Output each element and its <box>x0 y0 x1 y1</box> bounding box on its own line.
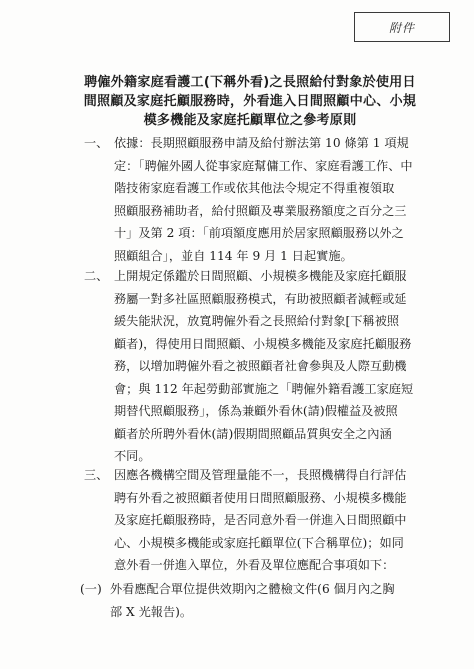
item-line: 因應各機構空間及管理量能不一，長照機構得自行評估 <box>114 468 407 482</box>
item-line: 聘有外看之被照顧者使用日間照顧服務、小規模多機能 <box>114 490 407 505</box>
title-line: 間照顧及家庭托顧服務時，外看進入日間照顧中心、小規 <box>83 94 417 109</box>
item-line: 十」及第 2 項：「前項額度應用於居家照顧服務以外之 <box>114 226 404 240</box>
attachment-stamp <box>354 12 450 42</box>
item-number: 三、 <box>84 468 109 482</box>
item-body <box>114 464 407 577</box>
item-line: 照顧組合」，並自 114 年 9 月 1 日起實施。 <box>114 248 353 263</box>
item-body <box>114 265 413 468</box>
item-line: 依據：長期照顧服務申請及給付辦法第 10 條第 1 項規 <box>114 136 409 150</box>
item-number: 一、 <box>84 136 109 150</box>
stamp-text: 附件 <box>388 20 415 35</box>
item-line: 不同。 <box>114 449 151 463</box>
item-line: 階技術家庭看護工作或依其他法令規定不得重複領取 <box>114 181 395 195</box>
document-title <box>70 73 430 130</box>
title-line: 模多機能及家庭托顧單位之參考原則 <box>143 113 357 128</box>
item-line: 心、小規模多機能或家庭托顧單位(下合稱單位)；如同 <box>114 535 404 550</box>
item-line: 緩失能狀況，放寬聘僱外看之長照給付對象[下稱被照 <box>114 314 400 328</box>
item-line: 定：「聘僱外國人從事家庭幫傭工作、家庭看護工作、中 <box>114 158 413 173</box>
item-line: 顧者於所聘外看休(請)假期間照顧品質與安全之內涵 <box>114 426 392 441</box>
subitem-line: 部 X 光報告)。 <box>110 604 193 619</box>
subitem-line: 外看應配合單位提供效期內之體檢文件(6 個月內之胸 <box>110 582 395 596</box>
item-body <box>114 132 413 267</box>
item-line: 及家庭托顧服務時，是否同意外看一併進入日間照顧中 <box>114 513 407 527</box>
title-line: 聘僱外籍家庭看護工(下稱外看)之長照給付對象於使用日 <box>84 75 416 90</box>
item-number: 二、 <box>84 269 109 283</box>
item-line: 務，以增加聘僱外看之被照顧者社會參與及人際互動機 <box>114 359 407 373</box>
item-line: 照顧服務補助者，給付照顧及專業服務額度之百分之三 <box>114 203 407 218</box>
item-line: 會；與 112 年起勞動部實施之「聘僱外籍看護工家庭短 <box>114 381 414 396</box>
item-line: 期替代照顧服務」，係為兼顧外看休(請)假權益及被照 <box>114 404 398 418</box>
item-line: 顧者)，得使用日間照顧、小規模多機能及家庭托顧服務 <box>114 336 412 351</box>
subitem-number: (一) <box>80 582 102 596</box>
item-line: 務屬一對多社區照顧服務模式，有助被照顧者減輕或延 <box>114 291 407 306</box>
subitem-body <box>110 578 395 623</box>
item-line: 上開規定係鑑於日間照顧、小規模多機能及家庭托顧服 <box>114 269 407 283</box>
item-line: 意外看一併進入單位，外看及單位應配合事項如下： <box>114 558 395 572</box>
